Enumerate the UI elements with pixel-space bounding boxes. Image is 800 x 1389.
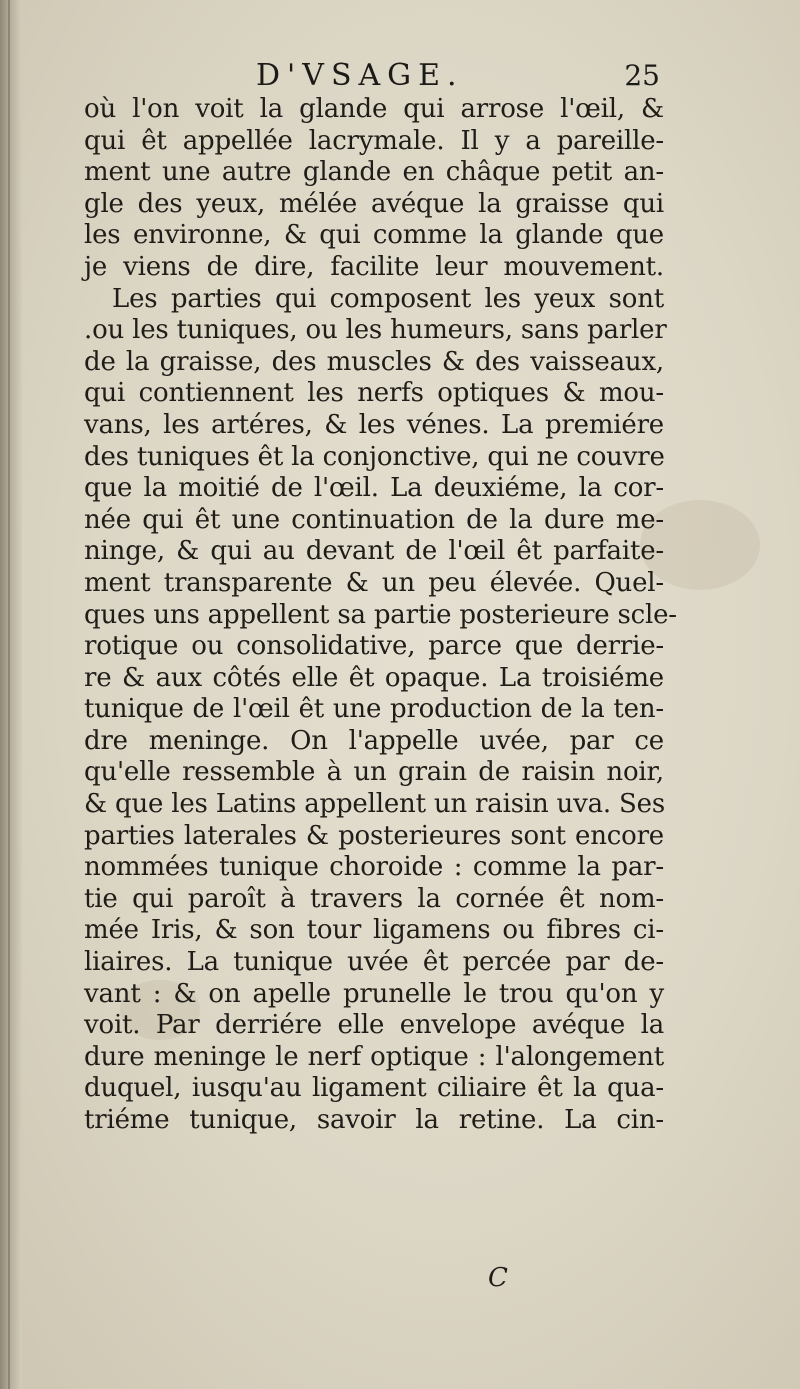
text-line: triéme tunique, savoir la retine. La cin- — [84, 1105, 664, 1135]
text-line: de la graisse, des muscles & des vaisseaux, — [84, 346, 664, 377]
page-header — [80, 56, 660, 96]
text-line: ment une autre glande en châque petit an- — [84, 157, 664, 188]
text-line: les environne, & qui comme la glande que — [84, 220, 664, 251]
binding-edge — [8, 0, 10, 1389]
text-line: ninge, & qui au devant de l'œil êt parfaite- — [84, 536, 664, 567]
text-line: dure meninge le nerf optique : l'alongement — [84, 1041, 664, 1072]
text-line: des tuniques êt la conjonctive, qui ne couvre — [84, 441, 665, 472]
text-line: Les parties qui composent les yeux sont — [112, 283, 664, 314]
text-line: gle des yeux, mélée avéque la graisse qui — [84, 188, 664, 219]
text-line: .ou les tuniques, ou les humeurs, sans parler — [84, 315, 667, 346]
text-line: mée Iris, & son tour ligamens ou fibres ci- — [84, 915, 664, 946]
text-line: re & aux côtés elle êt opaque. La troisiéme — [84, 662, 664, 693]
text-line: dre meninge. On l'appelle uvée, par ce — [84, 725, 664, 756]
text-line: je viens de dire, facilite leur mouvement. — [84, 251, 664, 282]
text-line: voit. Par derriére elle envelope avéque la — [84, 1010, 664, 1041]
text-line: vans, les artéres, & les vénes. La premiére — [84, 409, 664, 440]
text-line: nommées tunique choroide : comme la par- — [84, 852, 664, 883]
running-head: D'VSAGE. — [256, 58, 464, 93]
text-line: rotique ou consolidative, parce que derrie- — [84, 631, 664, 662]
text-line: & que les Latins appellent un raisin uva. Ses — [84, 789, 665, 820]
text-line: née qui êt une continuation de la dure me- — [84, 504, 664, 535]
text-line: ques uns appellent sa partie posterieure scle- — [84, 599, 677, 630]
text-line: qu'elle ressemble à un grain de raisin noir, — [84, 757, 664, 788]
text-line: qui contiennent les nerfs optiques & mou- — [84, 378, 664, 409]
text-line: liaires. La tunique uvée êt percée par de- — [84, 947, 664, 978]
signature-mark: C — [488, 1263, 508, 1293]
body-text — [84, 94, 677, 1137]
text-line: ment transparente & un peu élevée. Quel- — [84, 567, 664, 598]
text-line: que la moitié de l'œil. La deuxiéme, la cor- — [84, 473, 664, 504]
binding-gutter — [0, 0, 22, 1389]
page-number: 25 — [624, 59, 660, 92]
text-line: vant : & on apelle prunelle le trou qu'on y — [84, 978, 664, 1009]
text-line: qui êt appellée lacrymale. Il y a pareille- — [84, 125, 664, 156]
text-line: tunique de l'œil êt une production de la ten- — [84, 694, 664, 725]
text-line: tie qui paroît à travers la cornée êt nom- — [84, 883, 664, 914]
text-line: duquel, iusqu'au ligament ciliaire êt la qua- — [84, 1073, 664, 1104]
text-line: parties laterales & posterieures sont encore — [84, 820, 664, 851]
text-line: où l'on voit la glande qui arrose l'œil, & — [84, 94, 664, 124]
